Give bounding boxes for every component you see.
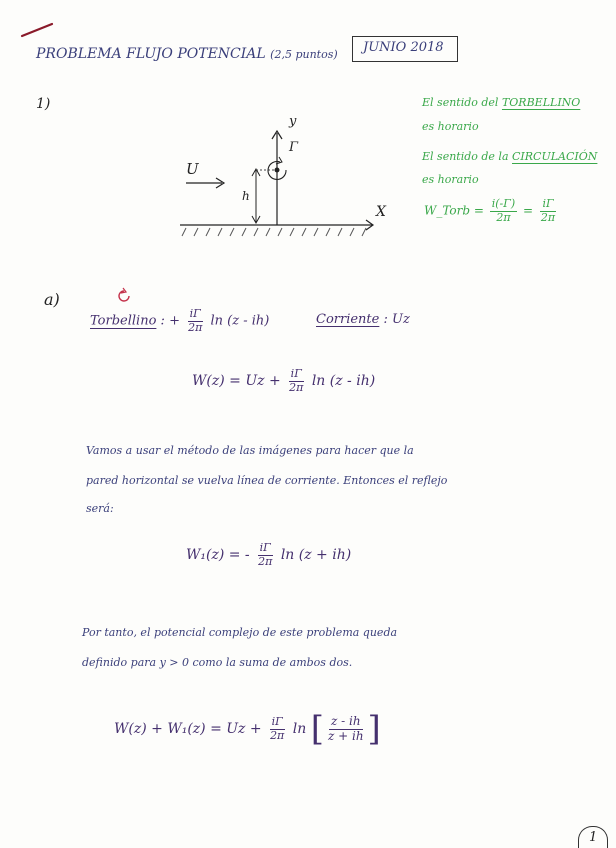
frac-den: 2π <box>289 380 304 394</box>
final-bracket: [ $\frac{z - ih}{z + ih}$ ] <box>310 709 381 749</box>
final-equation <box>114 709 381 749</box>
problem-title <box>36 46 338 62</box>
frac-num: iΓ <box>542 197 554 210</box>
torbellino-label: Torbellino <box>90 313 157 329</box>
para2-line2: definido para y > 0 como la suma de ambos dos. <box>82 656 353 669</box>
note-formula-lhs: W_Torb = <box>424 203 484 218</box>
frac-num: iΓ <box>290 367 302 380</box>
frac-num: iΓ <box>259 541 271 554</box>
para1-line2: pared horizontal se vuelva línea de corriente. Entonces el reflejo <box>86 474 448 487</box>
corriente-line <box>316 312 410 327</box>
frac-den: 2π <box>496 210 511 224</box>
note-keyword-circulacion: CIRCULACIÓN <box>512 150 598 163</box>
note-line-3-prefix: El sentido de la <box>422 150 509 163</box>
frac-den: 2π <box>540 210 556 224</box>
para2-line1: Por tanto, el potencial complejo de este problema queda <box>82 626 398 639</box>
corriente-expr: : Uz <box>383 312 410 327</box>
frac-den: z + ih <box>327 728 364 743</box>
w1-frac <box>256 542 274 568</box>
corriente-label: Corriente <box>316 312 380 327</box>
note-keyword-torbellino: TORBELLINO <box>501 96 581 109</box>
date-box <box>352 36 458 62</box>
frac-den: 2π <box>258 554 273 568</box>
w-lhs: W(z) = Uz + <box>192 373 281 390</box>
frac-num: i(-Γ) <box>491 197 516 210</box>
red-circulation-mark <box>119 291 129 301</box>
torbellino-sep: : <box>160 313 165 329</box>
final-ln: ln <box>292 721 307 737</box>
vortex-circulation <box>268 161 286 179</box>
frac-num: z - ih <box>330 713 361 728</box>
problem-points: (2,5 puntos) <box>270 48 338 61</box>
x-axis-arrowhead <box>366 220 373 230</box>
note-formula-eq: = <box>523 203 534 218</box>
part-a-label: a) <box>44 290 60 309</box>
note-line-1 <box>422 96 580 109</box>
final-inner-frac <box>326 715 366 744</box>
w1-tail: ln (z + ih) <box>280 547 352 564</box>
velocity-label: U <box>186 160 199 178</box>
final-frac <box>268 716 286 742</box>
torbellino-line <box>90 308 269 334</box>
y-axis-label: y <box>289 114 297 129</box>
page-number-badge <box>578 826 608 848</box>
y-axis-arrowhead <box>272 131 282 139</box>
torbellino-sign: + <box>169 313 180 329</box>
vortex-point <box>275 168 280 173</box>
x-axis-label: X <box>376 204 386 220</box>
note-line-4: es horario <box>422 173 479 186</box>
frac-num: iΓ <box>271 714 283 728</box>
problem-title-text: PROBLEMA FLUJO POTENCIAL <box>36 46 266 62</box>
para1-line1: Vamos a usar el método de las imágenes para hacer que la <box>86 444 414 457</box>
frac-den: 2π <box>188 320 203 334</box>
wall-hatching <box>182 228 366 236</box>
height-label: h <box>242 189 250 203</box>
w1-equation <box>186 542 351 568</box>
final-lhs: W(z) + W₁(z) = Uz + <box>114 721 262 737</box>
problem-number: 1) <box>36 96 51 112</box>
note-formula-frac-1 <box>490 198 517 224</box>
para1-line3: será: <box>86 502 114 515</box>
w-tail: ln (z - ih) <box>311 373 376 390</box>
w-frac <box>287 368 305 394</box>
note-line-3 <box>422 150 597 163</box>
torbellino-frac <box>186 308 204 334</box>
page-number: 1 <box>589 830 598 845</box>
note-line-1-prefix: El sentido del <box>422 96 499 109</box>
note-formula-frac-2 <box>539 198 557 224</box>
w1-lhs: W₁(z) = - <box>186 547 250 564</box>
note-line-2: es horario <box>422 120 479 133</box>
torbellino-tail: ln (z - ih) <box>210 313 270 329</box>
date-text: JUNIO 2018 <box>363 40 444 55</box>
frac-num: iΓ <box>189 307 201 320</box>
w-equation <box>192 368 375 394</box>
note-formula <box>424 198 559 224</box>
frac-den: 2π <box>270 728 285 742</box>
vortex-label: Γ <box>289 140 299 155</box>
